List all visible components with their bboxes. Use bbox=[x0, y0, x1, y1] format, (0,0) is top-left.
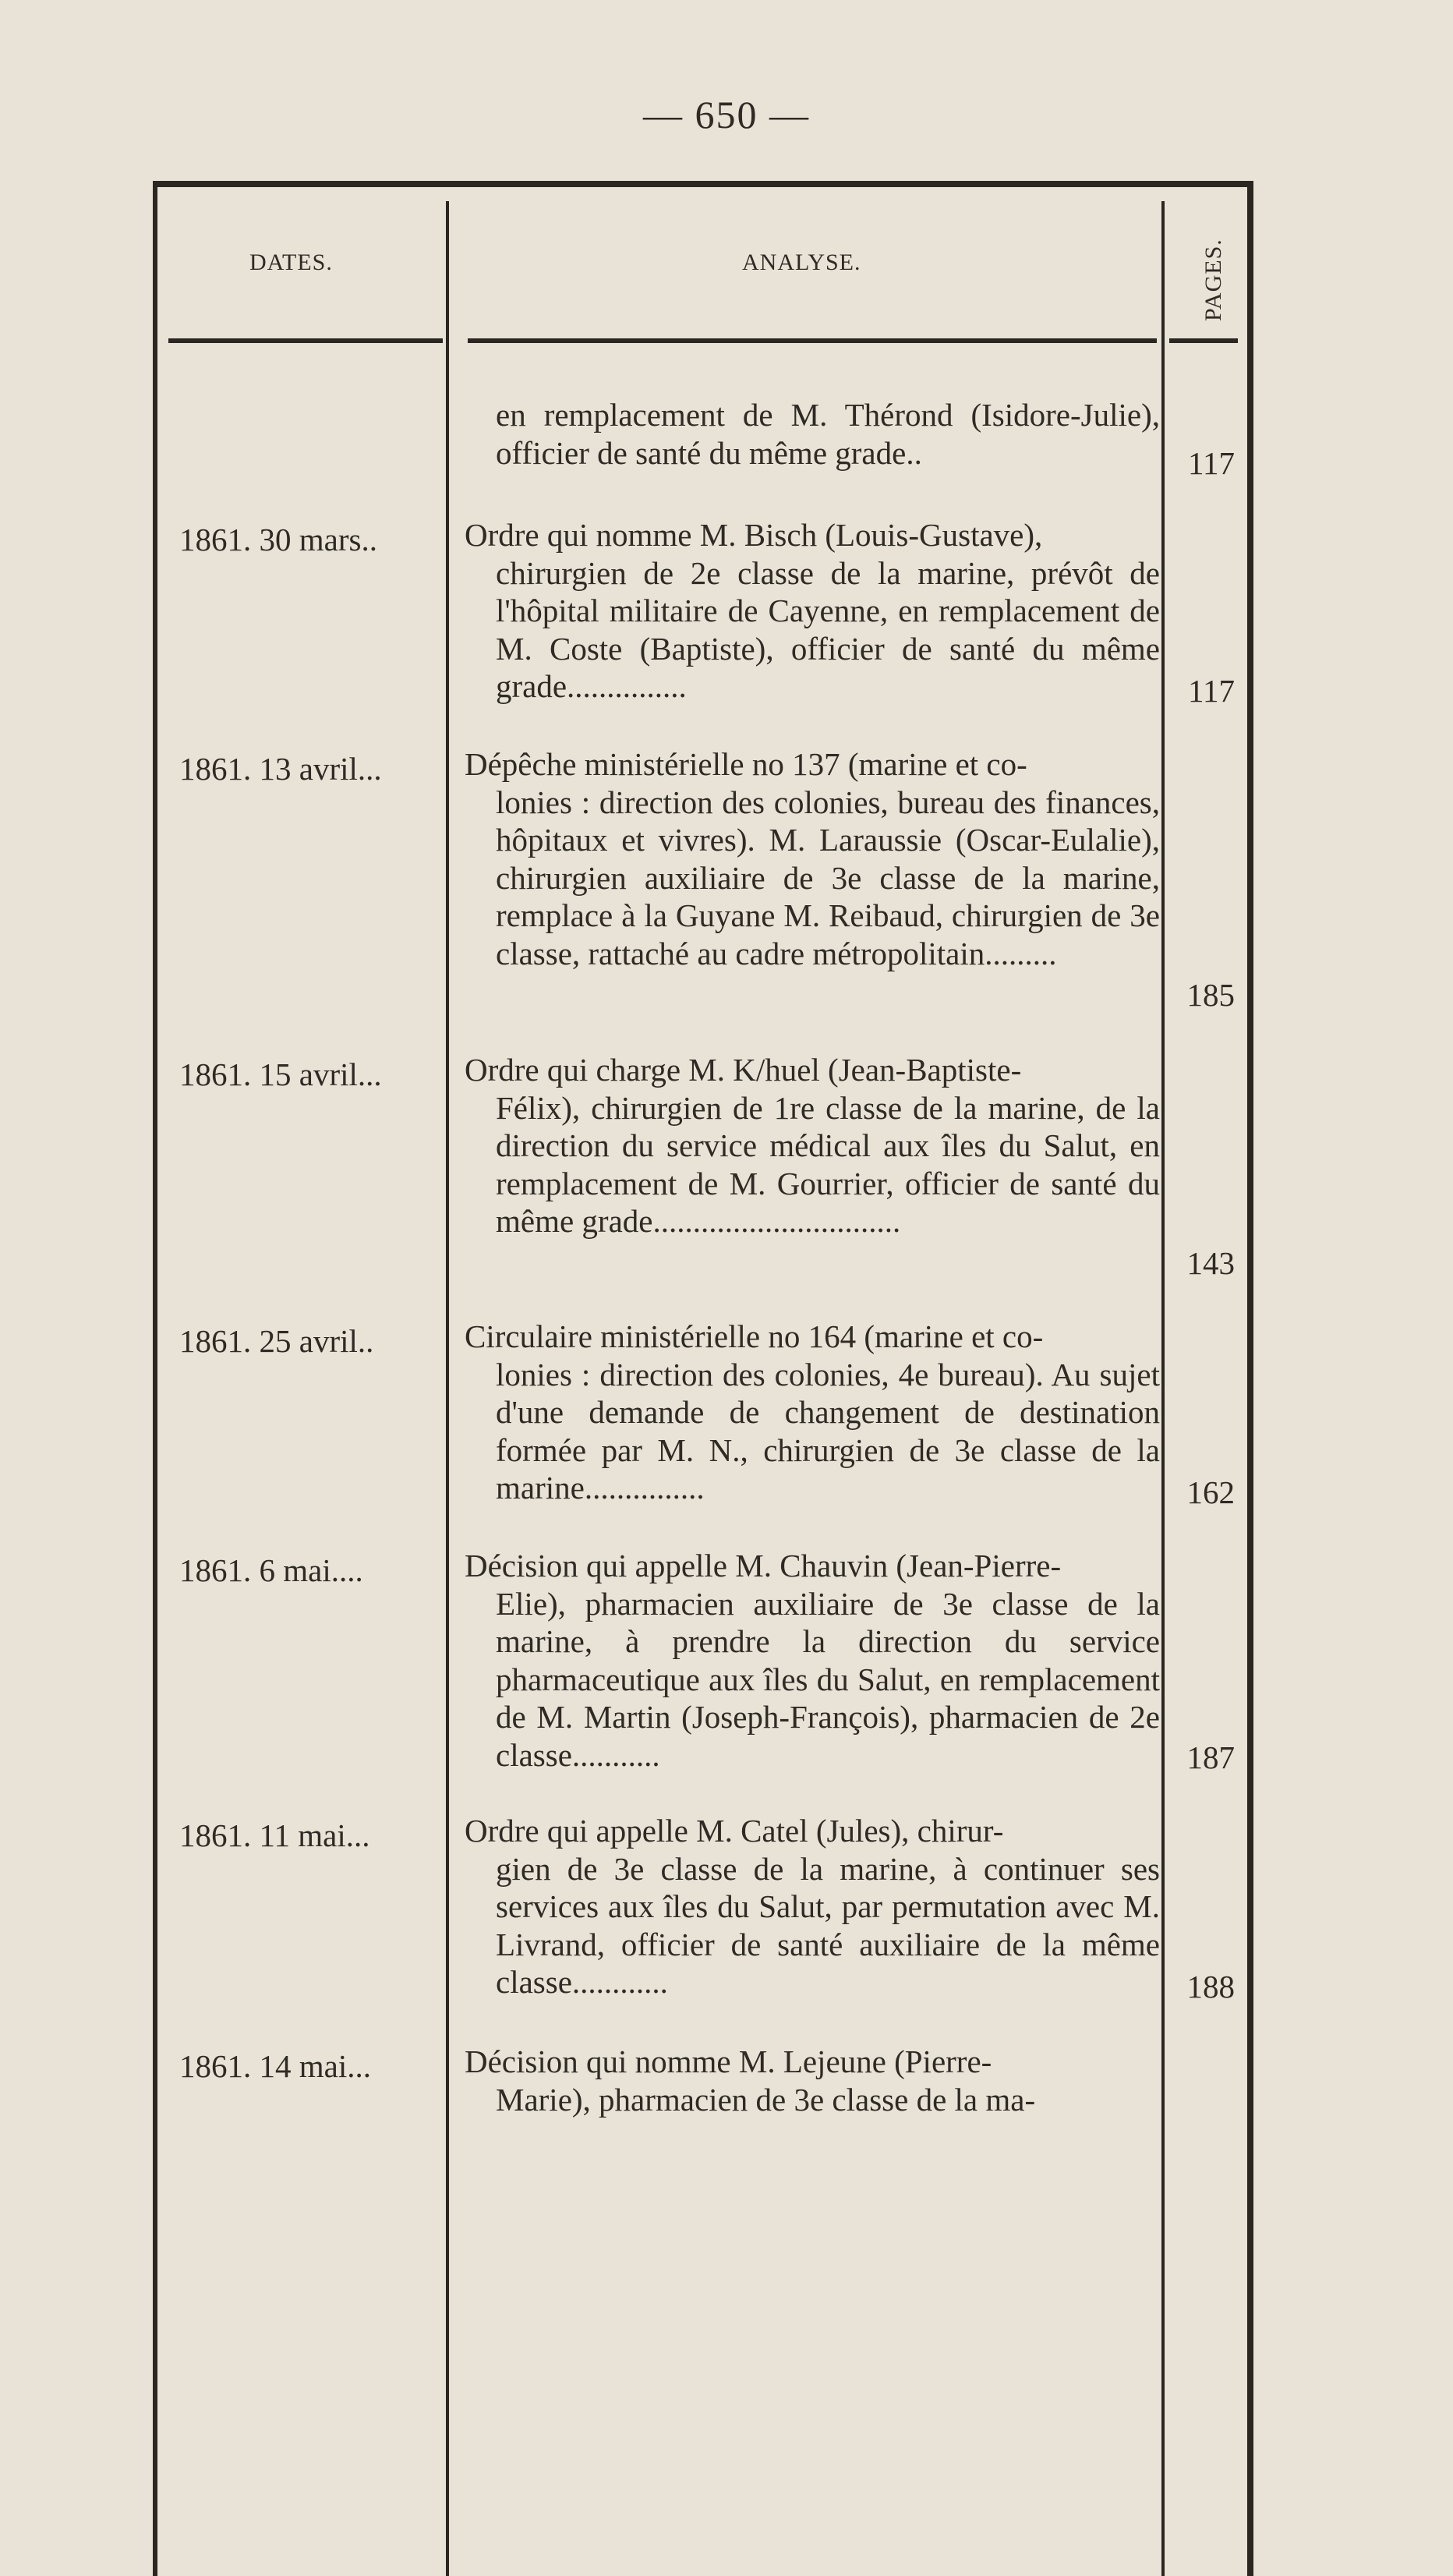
entry-continuation: en remplacement de M. Thérond (Isidore-Julie), officier de santé du même grade.. bbox=[496, 397, 1160, 471]
page-ref: 162 bbox=[1186, 1474, 1235, 1510]
page-ref: 143 bbox=[1186, 1245, 1235, 1281]
header-bottom-rule-dates bbox=[168, 338, 443, 343]
entry-date: 1861. 14 mai... bbox=[179, 2048, 371, 2084]
table-left-rule bbox=[153, 181, 157, 2576]
table-top-rule bbox=[153, 181, 1253, 187]
page-ref: 117 bbox=[1188, 445, 1235, 481]
entry-date: 1861. 11 mai... bbox=[179, 1817, 370, 1853]
entry-first-line: Circulaire ministérielle no 164 (marine et co- bbox=[465, 1318, 1044, 1354]
entry-text bbox=[465, 1547, 1160, 1774]
table-right-rule bbox=[1247, 181, 1253, 2576]
page-ref: 117 bbox=[1188, 673, 1235, 709]
entry-date: 1861. 15 avril... bbox=[179, 1056, 382, 1092]
entry-date: 1861. 25 avril.. bbox=[179, 1323, 374, 1359]
entry-text bbox=[465, 396, 1160, 472]
page-ref: 185 bbox=[1186, 977, 1235, 1013]
entry-text bbox=[465, 2043, 1160, 2118]
entry-first-line: Ordre qui appelle M. Catel (Jules), chirur- bbox=[465, 1813, 1004, 1849]
page-number: — 650 — bbox=[643, 93, 810, 136]
entry-text bbox=[465, 516, 1160, 706]
entry-continuation: Marie), pharmacien de 3e classe de la ma- bbox=[496, 2081, 1036, 2118]
header-bottom-rule-pages bbox=[1169, 338, 1238, 343]
header-bottom-rule-analyse bbox=[468, 338, 1157, 343]
header-dates: DATES. bbox=[249, 249, 333, 275]
entry-date: 1861. 6 mai.... bbox=[179, 1552, 363, 1588]
entry-text bbox=[465, 1318, 1160, 1507]
entry-text bbox=[465, 1051, 1160, 1240]
pages-column-divider bbox=[1161, 201, 1165, 2576]
entry-continuation: lonies : direction des colonies, bureau des finances, hôpitaux et vivres). M. Laraussie (Oscar-Eulalie), chirurgien auxiliaire de 3e classe de la marine, remplace à la Guyane M. Reibaud, chirurgien de 3e classe, rattaché au cadre métropolitain......... bbox=[496, 784, 1160, 971]
entry-first-line: Ordre qui nomme M. Bisch (Louis-Gustave), bbox=[465, 517, 1043, 553]
entry-first-line: Dépêche ministérielle no 137 (marine et co- bbox=[465, 746, 1027, 782]
header-analyse: ANALYSE. bbox=[742, 249, 861, 275]
entry-continuation: lonies : direction des colonies, 4e bureau). Au sujet d'une demande de changement de destination formée par M. N., chirurgien de 3e classe de la marine............... bbox=[496, 1356, 1160, 1506]
page-ref: 188 bbox=[1186, 1969, 1235, 2005]
entry-text bbox=[465, 745, 1160, 972]
entry-date: 1861. 13 avril... bbox=[179, 751, 382, 787]
page-ref: 187 bbox=[1186, 1739, 1235, 1775]
entry-continuation: gien de 3e classe de la marine, à continuer ses services aux îles du Salut, par permutation avec M. Livrand, officier de santé auxiliaire de la même classe............ bbox=[496, 1850, 1160, 2000]
entry-continuation: chirurgien de 2e classe de la marine, prévôt de l'hôpital militaire de Cayenne, en remplacement de M. Coste (Baptiste), officier de santé du même grade............... bbox=[496, 554, 1160, 704]
dates-column-divider bbox=[446, 201, 449, 2576]
entry-first-line: Ordre qui charge M. K/huel (Jean-Baptiste- bbox=[465, 1052, 1022, 1088]
entry-date: 1861. 30 mars.. bbox=[179, 522, 377, 557]
entry-continuation: Elie), pharmacien auxiliaire de 3e classe de la marine, à prendre la direction du service pharmaceutique aux îles du Salut, en remplacement de M. Martin (Joseph-François), pharmacien de 2e classe........... bbox=[496, 1585, 1160, 1773]
entry-first-line: Décision qui nomme M. Lejeune (Pierre- bbox=[465, 2043, 992, 2079]
entry-text bbox=[465, 1812, 1160, 2001]
header-pages: PAGES. bbox=[1200, 239, 1226, 321]
entry-continuation: Félix), chirurgien de 1re classe de la marine, de la direction du service médical aux îles du Salut, en remplacement de M. Gourrier, officier de santé du même grade............................... bbox=[496, 1089, 1160, 1239]
entry-first-line: Décision qui appelle M. Chauvin (Jean-Pierre- bbox=[465, 1548, 1062, 1583]
